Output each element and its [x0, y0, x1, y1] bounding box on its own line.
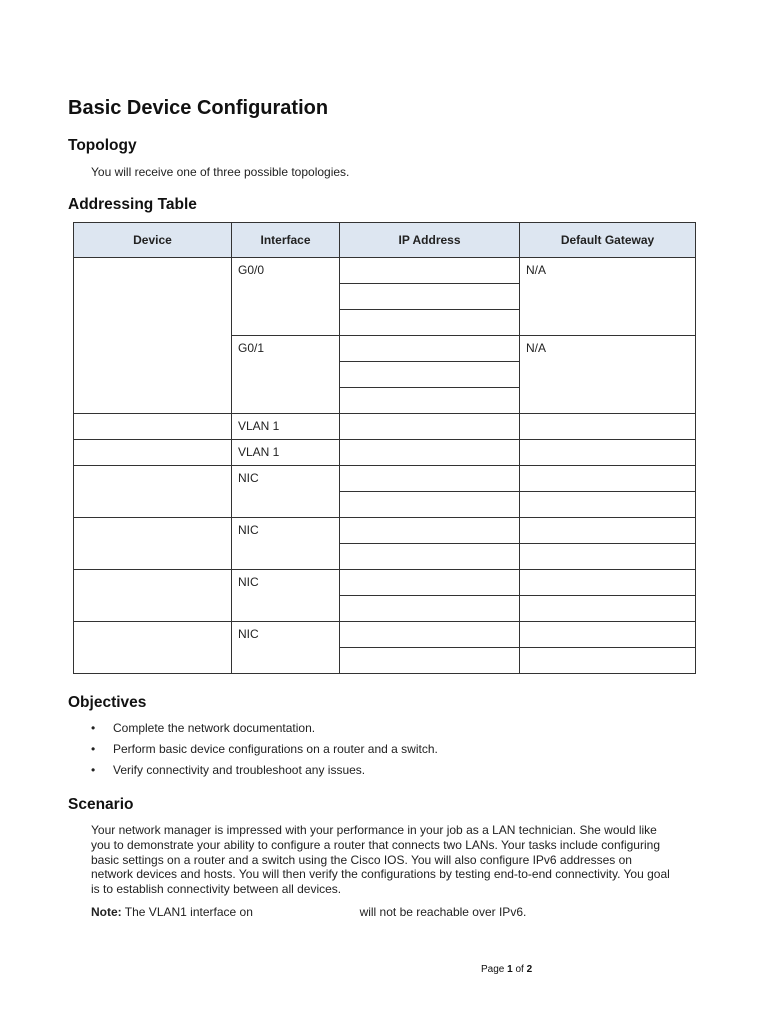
ip-address-cell[interactable]: [340, 336, 520, 362]
table-row: [74, 258, 696, 284]
note-text-before: The VLAN1 interface on: [124, 905, 253, 919]
col-header-ip-address: IP Address: [340, 223, 520, 258]
ip-address-cell[interactable]: [340, 440, 520, 466]
device-cell[interactable]: [74, 440, 232, 466]
footer-page-number: 1: [507, 964, 513, 975]
col-header-interface: Interface: [232, 223, 340, 258]
page-footer: [481, 964, 532, 975]
interface-cell: NIC: [232, 570, 340, 622]
device-cell[interactable]: [74, 518, 232, 570]
addressing-table-heading: Addressing Table: [68, 196, 197, 213]
ip-address-cell[interactable]: [340, 310, 520, 336]
scenario-line: Your network manager is impressed with your performance in your job as a LAN technician. She would like: [91, 823, 657, 837]
gateway-cell: N/A: [520, 336, 696, 414]
col-header-device: Device: [74, 223, 232, 258]
table-row: [74, 570, 696, 596]
ip-address-cell[interactable]: [340, 362, 520, 388]
scenario-line: network devices and hosts. You will then verify the configurations by testing end-to-end connectivity. You goal: [91, 867, 670, 882]
interface-cell: G0/0: [232, 258, 340, 336]
device-cell[interactable]: [74, 622, 232, 674]
ip-address-cell[interactable]: [340, 258, 520, 284]
device-cell[interactable]: [74, 466, 232, 518]
interface-cell: NIC: [232, 518, 340, 570]
gateway-cell[interactable]: [520, 440, 696, 466]
interface-cell: NIC: [232, 622, 340, 674]
table-row: [74, 440, 696, 466]
table-row: [74, 414, 696, 440]
device-cell[interactable]: [74, 570, 232, 622]
list-item: [91, 720, 438, 741]
gateway-cell[interactable]: [520, 518, 696, 544]
table-row: [74, 518, 696, 544]
objectives-list: [91, 720, 438, 783]
footer-of-label: of: [515, 964, 524, 975]
scenario-paragraph: [91, 823, 711, 897]
list-item: [91, 762, 438, 783]
gateway-cell[interactable]: [520, 544, 696, 570]
gateway-cell[interactable]: [520, 622, 696, 648]
ip-address-cell[interactable]: [340, 570, 520, 596]
footer-page-label: Page: [481, 964, 505, 975]
gateway-cell[interactable]: [520, 648, 696, 674]
ip-address-cell[interactable]: [340, 518, 520, 544]
table-header-row: [74, 223, 696, 258]
topology-text: You will receive one of three possible topologies.: [91, 165, 350, 179]
ip-address-cell[interactable]: [340, 284, 520, 310]
gateway-cell[interactable]: [520, 466, 696, 492]
interface-cell: NIC: [232, 466, 340, 518]
ip-address-cell[interactable]: [340, 596, 520, 622]
scenario-line: basic settings on a router and a switch using the Cisco IOS. You will also configure IPv6 addresses on: [91, 852, 632, 867]
page-title: Basic Device Configuration: [68, 97, 329, 119]
topology-heading: Topology: [68, 137, 137, 154]
device-cell-router[interactable]: [74, 258, 232, 414]
col-header-default-gateway: Default Gateway: [520, 223, 696, 258]
table-row: [74, 622, 696, 648]
interface-cell: G0/1: [232, 336, 340, 414]
gateway-cell[interactable]: [520, 570, 696, 596]
addressing-table: [73, 222, 696, 674]
ip-address-cell[interactable]: [340, 492, 520, 518]
objectives-heading: Objectives: [68, 694, 147, 711]
ip-address-cell[interactable]: [340, 466, 520, 492]
ip-address-cell[interactable]: [340, 544, 520, 570]
ip-address-cell[interactable]: [340, 388, 520, 414]
gateway-cell[interactable]: [520, 414, 696, 440]
device-cell[interactable]: [74, 414, 232, 440]
gateway-cell[interactable]: [520, 492, 696, 518]
scenario-heading: Scenario: [68, 796, 134, 813]
table-row: [74, 466, 696, 492]
note-label: Note:: [91, 905, 122, 919]
scenario-note: [91, 905, 526, 919]
footer-page-total: 2: [526, 964, 533, 975]
bullet-icon: •: [91, 742, 96, 756]
ip-address-cell[interactable]: [340, 414, 520, 440]
objective-text: Verify connectivity and troubleshoot any issues.: [113, 763, 366, 777]
gateway-cell: N/A: [520, 258, 696, 336]
bullet-icon: •: [91, 721, 96, 735]
interface-cell: VLAN 1: [232, 414, 340, 440]
list-item: [91, 741, 438, 762]
objective-text: Complete the network documentation.: [113, 721, 316, 735]
bullet-icon: •: [91, 763, 96, 777]
ip-address-cell[interactable]: [340, 622, 520, 648]
scenario-line: you to demonstrate your ability to configure a router that connects two LANs. Your tasks include configuring: [91, 837, 660, 852]
gateway-cell[interactable]: [520, 596, 696, 622]
interface-cell: VLAN 1: [232, 440, 340, 466]
ip-address-cell[interactable]: [340, 648, 520, 674]
scenario-line: is to establish connectivity between all devices.: [91, 882, 342, 897]
objective-text: Perform basic device configurations on a router and a switch.: [113, 742, 438, 756]
note-text-after: will not be reachable over IPv6.: [359, 905, 527, 919]
